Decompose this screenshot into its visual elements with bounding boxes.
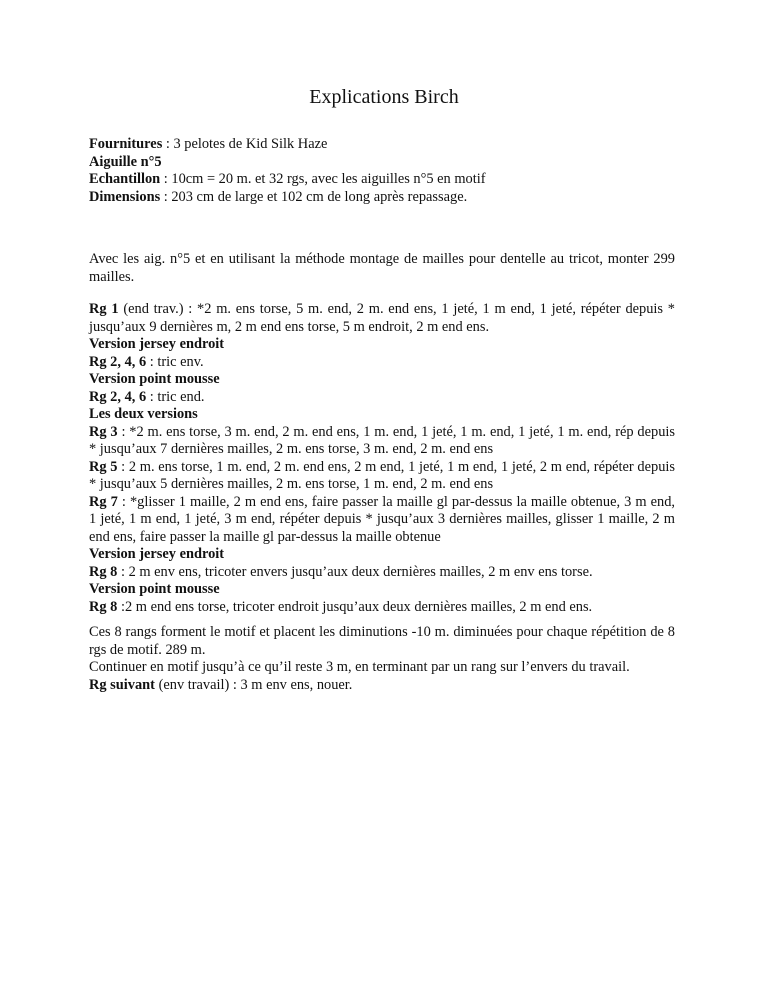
row-text: : tric end. bbox=[146, 388, 205, 405]
row-label: Version jersey endroit bbox=[89, 546, 225, 562]
row-label: Rg 3 bbox=[89, 423, 118, 440]
intro-paragraph: Avec les aig. n°5 et en utilisant la méthode montage de mailles pour dentelle au tricot, monter 299 mailles. bbox=[89, 251, 675, 285]
closing-paragraph bbox=[89, 624, 675, 659]
document-title: Explications Birch bbox=[309, 86, 459, 108]
supplies-text: : 203 cm de large et 102 cm de long après repassage. bbox=[160, 188, 468, 205]
supplies-line bbox=[89, 154, 675, 172]
intro-block bbox=[89, 251, 675, 286]
row-label: Version jersey endroit bbox=[89, 336, 225, 352]
row-instruction bbox=[89, 424, 675, 459]
supplies-text: : 3 pelotes de Kid Silk Haze bbox=[162, 136, 328, 152]
row-instruction bbox=[89, 494, 675, 547]
supplies-label: Aiguille n°5 bbox=[89, 153, 162, 170]
supplies-label: Dimensions bbox=[89, 188, 161, 205]
closing-block bbox=[89, 624, 675, 694]
row-text: : 2 m env ens, tricoter envers jusqu’aux deux dernières mailles, 2 m env ens torse. bbox=[117, 563, 593, 580]
row-instruction bbox=[89, 354, 675, 372]
row-label: Version point mousse bbox=[89, 581, 220, 597]
row-text: : 2 m. ens torse, 1 m. end, 2 m. end ens, 2 m end, 1 jeté, 1 m end, 1 jeté, 2 m end, répéter depuis * jusqu’aux 5 dernières mailles, 2 m. ens torse, 1 m. end, 2 m. end ens bbox=[89, 458, 675, 492]
closing-text: Ces 8 rangs forment le motif et placent les diminutions -10 m. diminuées pour chaque répétition de 8 rgs de motif. 289 m. bbox=[89, 624, 675, 658]
supplies-line bbox=[89, 136, 675, 154]
closing-text: (env travail) : 3 m env ens, nouer. bbox=[154, 676, 353, 693]
row-text: : tric env. bbox=[146, 353, 204, 370]
version-heading bbox=[89, 336, 675, 354]
version-heading bbox=[89, 581, 675, 599]
supplies-block bbox=[89, 136, 675, 206]
supplies-text: : 10cm = 20 m. et 32 rgs, avec les aiguilles n°5 en motif bbox=[160, 171, 486, 187]
row-instruction bbox=[89, 564, 675, 582]
version-heading bbox=[89, 546, 675, 564]
row-text: : *2 m. ens torse, 3 m. end, 2 m. end ens, 1 m. end, 1 jeté, 1 m. end, 1 jeté, 1 m. end, rép depuis * jusqu’aux 7 dernières mailles, 2 m. ens torse, 3 m. end, 2 m. end ens bbox=[89, 423, 675, 457]
row-label: Rg 5 bbox=[89, 458, 118, 475]
row-label: Version point mousse bbox=[89, 371, 220, 387]
row-text: : *glisser 1 maille, 2 m end ens, faire passer la maille gl par-dessus la maille obtenue, 3 m end, 1 jeté, 1 m end, 1 jeté, 3 m end, répéter depuis * jusqu’aux 3 dernières mailles, glisser 1 maille, 2 m end ens, faire passer la maille gl par-dessus la maille obtenue bbox=[89, 493, 675, 545]
supplies-label: Echantillon bbox=[89, 171, 161, 187]
row-label: Rg 2, 4, 6 bbox=[89, 353, 147, 370]
version-heading bbox=[89, 406, 675, 424]
closing-text: Continuer en motif jusqu’à ce qu’il reste 3 m, en terminant par un rang sur l’envers du travail. bbox=[89, 659, 630, 675]
row-label: Rg 8 bbox=[89, 598, 118, 615]
supplies-label: Fournitures bbox=[89, 136, 163, 152]
supplies-line bbox=[89, 189, 675, 207]
row-label: Les deux versions bbox=[89, 406, 198, 422]
version-heading bbox=[89, 371, 675, 389]
row-text: :2 m end ens torse, tricoter endroit jusqu’aux deux dernières mailles, 2 m end ens. bbox=[117, 598, 593, 615]
rows-block bbox=[89, 301, 675, 616]
row-label: Rg 7 bbox=[89, 493, 118, 510]
closing-paragraph bbox=[89, 659, 675, 677]
row-label: Rg 1 bbox=[89, 301, 119, 317]
row-instruction bbox=[89, 599, 675, 617]
row-text: (end trav.) : *2 m. ens torse, 5 m. end, 2 m. end ens, 1 jeté, 1 m end, 1 jeté, répéter depuis * jusqu’aux 9 dernières m, 2 m end ens torse, 5 m endroit, 2 m end ens. bbox=[89, 301, 675, 335]
row-instruction bbox=[89, 389, 675, 407]
row-label: Rg 8 bbox=[89, 563, 118, 580]
row-instruction bbox=[89, 459, 675, 494]
row-instruction bbox=[89, 301, 675, 336]
supplies-line bbox=[89, 171, 675, 189]
closing-paragraph bbox=[89, 677, 675, 695]
closing-label: Rg suivant bbox=[89, 676, 155, 693]
row-label: Rg 2, 4, 6 bbox=[89, 388, 147, 405]
